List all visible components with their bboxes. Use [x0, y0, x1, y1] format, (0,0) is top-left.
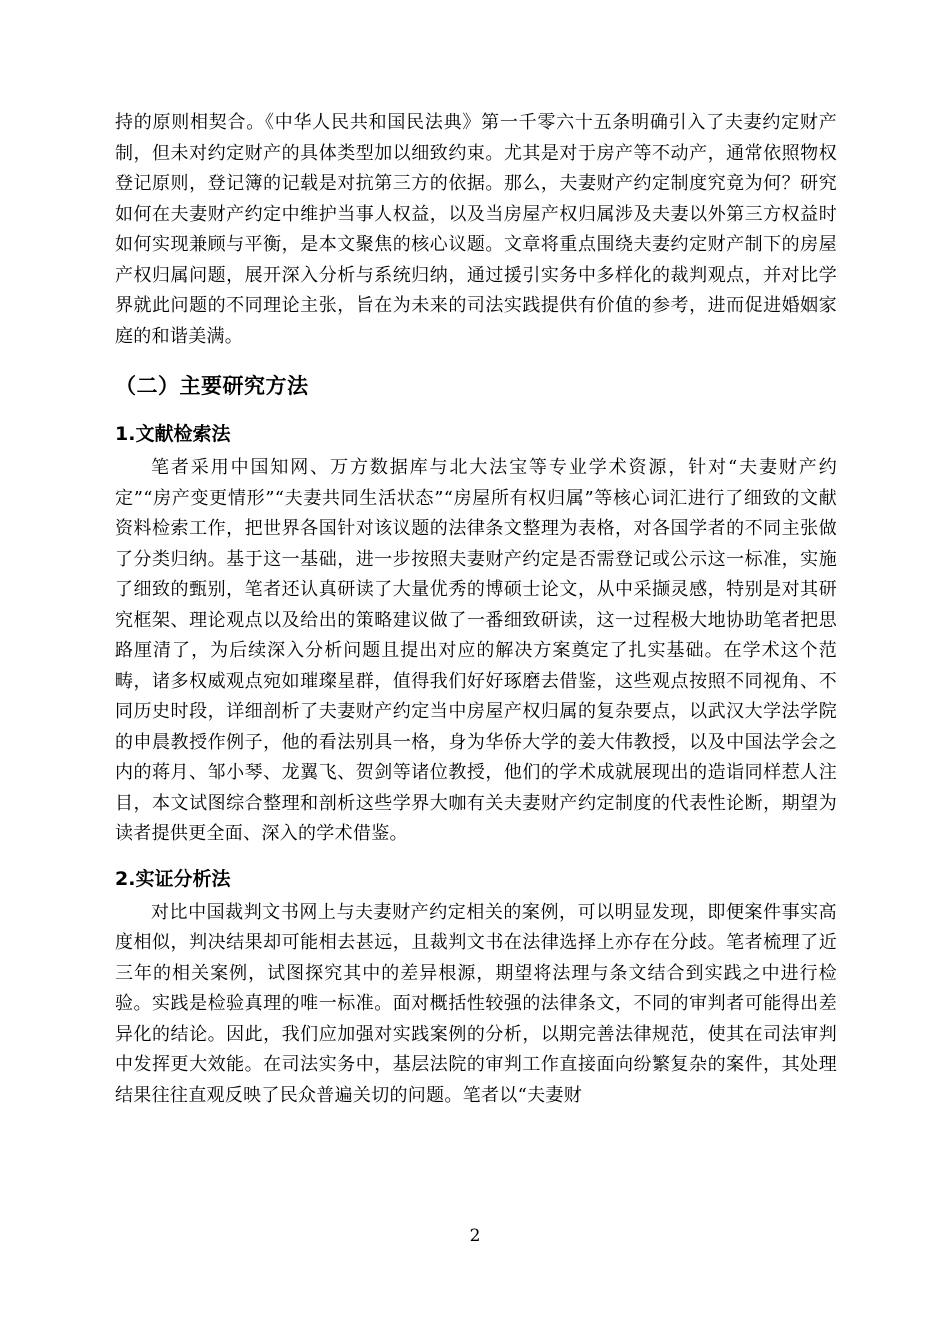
subsection-heading-empirical: 2.实证分析法 [115, 867, 231, 890]
empirical-paragraph: 对比中国裁判文书网上与夫妻财产约定相关的案例，可以明显发现，即便案件事实高度相似，判决结果却可能相去甚远，且裁判文书在法律选择上亦存在分歧。笔者梳理了近三年的相关案例，试图探究其中的差异根源，期望将法理与条文结合到实践之中进行检验。实践是检验真理的唯一标准。面对概括性较强的法律条文，不同的审判者可能得出差异化的结论。因此，我们应加强对实践案例的分析，以期完善法律规范，使其在司法审判中发挥更大效能。在司法实务中，基层法院的审判工作直接面向纷繁复杂的案件，其处理结果往往直观反映了民众普遍关切的问题。笔者以“夫妻财 [115, 901, 837, 1106]
page-number: 2 [469, 1226, 481, 1246]
literature-paragraph: 笔者采用中国知网、万方数据库与北大法宝等专业学术资源，针对“夫妻财产约定”“房产变更情形”“夫妻共同生活状态”“房屋所有权归属”等核心词汇进行了细致的文献资料检索工作，把世界各国针对该议题的法律条文整理为表格，对各国学者的不同主张做了分类归纳。基于这一基础，进一步按照夫妻财产约定是否需登记或公示这一标准，实施了细致的甄别，笔者还认真研读了大量优秀的博硕士论文，从中采撷灵感，特别是对其研究框架、理论观点以及给出的策略建议做了一番细致研读，这一过程极大地协助笔者把思路厘清了，为后续深入分析问题且提出对应的解决方案奠定了扎实基础。在学术这个范畴，诸多权威观点宛如璀璨星群，值得我们好好琢磨去借鉴，这些观点按照不同视角、不同历史时段，详细剖析了夫妻财产约定当中房屋产权归属的复杂要点，以武汉大学法学院的申晨教授作例子，他的看法别具一格，身为华侨大学的姜大伟教授，以及中国法学会之内的蒋月、邹小琴、龙翼飞、贺剑等诸位教授，他们的学术成就展现出的造诣同样惹人注目，本文试图综合整理和剖析这些学界大咖有关夫妻财产约定制度的代表性论断，期望为读者提供更全面、深入的学术借鉴。 [115, 457, 837, 844]
section-heading: （二）主要研究方法 [115, 374, 309, 398]
intro-paragraph: 持的原则相契合。《中华人民共和国民法典》第一千零六十五条明确引入了夫妻约定财产制，但未对约定财产的具体类型加以细致约束。尤其是对于房产等不动产，通常依照物权登记原则，登记簿的记载是对抗第三方的依据。那么，夫妻财产约定制度究竟为何？研究如何在夫妻财产约定中维护当事人权益，以及当房屋产权归属涉及夫妻以外第三方权益时如何实现兼顾与平衡，是本文聚焦的核心议题。文章将重点围绕夫妻约定财产制下的房屋产权归属问题，展开深入分析与系统归纳，通过援引实务中多样化的裁判观点，并对比学界就此问题的不同理论主张，旨在为未来的司法实践提供有价值的参考，进而促进婚姻家庭的和谐美满。 [115, 112, 837, 347]
subsection-heading-literature: 1.文献检索法 [115, 423, 231, 445]
document-body [115, 108, 837, 1111]
